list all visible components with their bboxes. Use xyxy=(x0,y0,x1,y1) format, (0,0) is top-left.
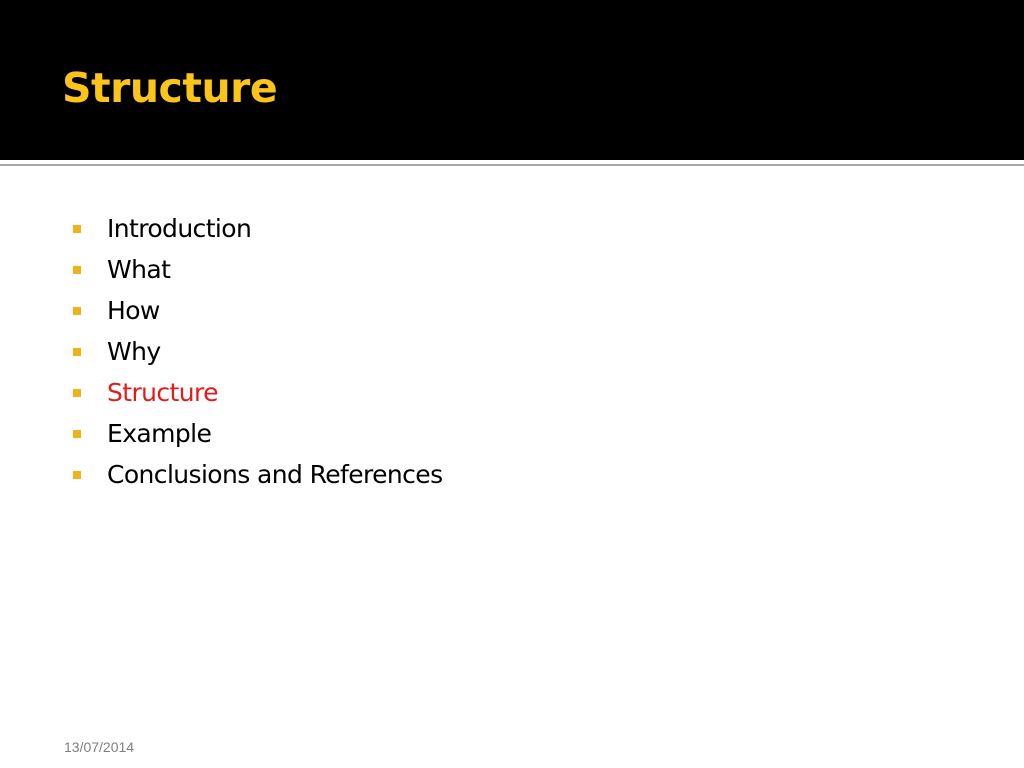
list-item-label: Structure xyxy=(107,378,218,407)
square-bullet-icon xyxy=(73,430,81,438)
divider-line-shadow xyxy=(0,164,1024,166)
square-bullet-icon xyxy=(73,307,81,315)
square-bullet-icon xyxy=(73,266,81,274)
square-bullet-icon xyxy=(73,225,81,233)
square-bullet-icon xyxy=(73,471,81,479)
divider-line xyxy=(0,160,1024,163)
list-item-label: How xyxy=(107,296,160,325)
list-item-label: Example xyxy=(107,419,212,448)
title-bar xyxy=(0,0,1024,160)
square-bullet-icon xyxy=(73,389,81,397)
list-item-label: Conclusions and References xyxy=(107,460,443,489)
list-item-label: Why xyxy=(107,337,161,366)
list-item-label: Introduction xyxy=(107,214,252,243)
list-item-label: What xyxy=(107,255,171,284)
footer-date: 13/07/2014 xyxy=(64,739,135,755)
square-bullet-icon xyxy=(73,348,81,356)
slide-title: Structure xyxy=(62,64,278,112)
